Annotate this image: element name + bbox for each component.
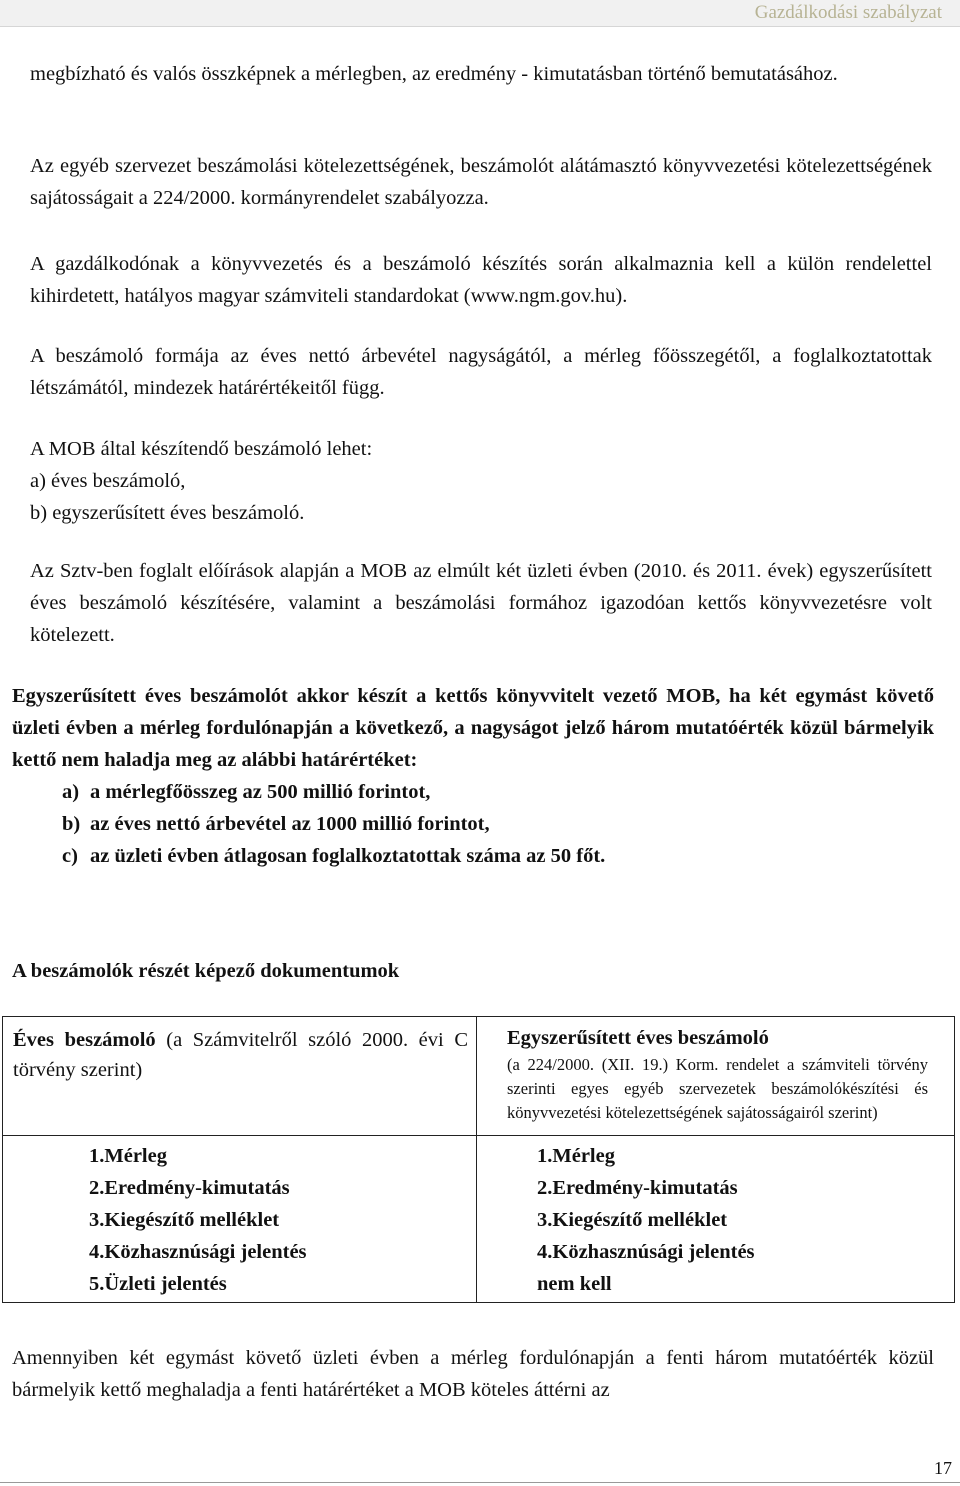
mob-list-item-b: b) egyszerűsített éves beszámoló. xyxy=(30,502,305,524)
mob-list-item-a: a) éves beszámoló, xyxy=(30,470,186,492)
list-item: 3.Kiegészítő melléklet xyxy=(537,1209,728,1231)
list-item: 2.Eredmény-kimutatás xyxy=(89,1177,290,1199)
condition-item-b: b) az éves nettó árbevétel az 1000 millió forintot, xyxy=(62,813,490,835)
list-item: 2.Eredmény-kimutatás xyxy=(537,1177,738,1199)
list-item: nem kell xyxy=(537,1273,612,1295)
list-item: 1.Mérleg xyxy=(537,1145,615,1167)
paragraph-final: Amennyiben két egymást követő üzleti évben a mérleg fordulónapján a fenti három mutatóérték közül bármelyik kettő meghaladja a fenti határértéket a MOB köteles áttérni az xyxy=(12,1347,934,1401)
paragraph-reporting-obligation: Az egyéb szervezet beszámolási kötelezettségének, beszámolót alátámasztó könyvvezetési kötelezettségének sajátosságait a 224/2000. kormányrendelet szabályozza. xyxy=(30,155,932,209)
condition-item-a: a) a mérlegfőösszeg az 500 millió forintot, xyxy=(62,781,431,803)
simplified-report-documents xyxy=(477,1136,955,1303)
list-item: 4.Közhasznúsági jelentés xyxy=(537,1241,755,1263)
paragraph-report-form: A beszámoló formája az éves nettó árbevétel nagyságától, a mérleg főösszegétől, a foglalkoztatottak létszámától, mindezek határértékeitől függ. xyxy=(30,345,932,399)
table-header-row xyxy=(3,1017,955,1136)
table-row xyxy=(3,1136,955,1303)
page-footer-line xyxy=(0,1482,960,1483)
simplified-report-conditions xyxy=(12,680,934,872)
paragraph-intro: megbízható és valós összképnek a mérlegben, az eredmény - kimutatásban történő bemutatásához. xyxy=(30,63,838,85)
documents-table xyxy=(2,1016,955,1303)
list-item: 3.Kiegészítő melléklet xyxy=(89,1209,280,1231)
page-header xyxy=(0,0,960,27)
section-heading: A beszámolók részét képező dokumentumok xyxy=(12,960,400,982)
header-title: Gazdálkodási szabályzat xyxy=(754,2,942,23)
paragraph-accounting-standards: A gazdálkodónak a könyvvezetés és a beszámoló készítés során alkalmaznia kell a külön rendelettel kihirdetett, hatályos magyar számviteli standardokat (www.ngm.gov.hu). xyxy=(30,253,932,307)
list-item: 4.Közhasznúsági jelentés xyxy=(89,1241,307,1263)
conditions-text: Egyszerűsített éves beszámolót akkor készít a kettős könyvvitelt vezető MOB, ha két egymást követő üzleti évben a mérleg fordulónapján a következő, a nagyságot jelző három mutatóérték közül bármelyik kettő nem haladja meg az alábbi határértéket: xyxy=(12,685,934,771)
list-item: 1.Mérleg xyxy=(89,1145,167,1167)
page-number: 17 xyxy=(934,1458,952,1478)
condition-item-c: c) az üzleti évben átlagosan foglalkoztatottak száma az 50 főt. xyxy=(62,845,606,867)
table-header-left: Éves beszámoló (a Számvitelről szóló 2000. évi C törvény szerint) xyxy=(3,1017,477,1136)
simplified-report-title: Egyszerűsített éves beszámoló xyxy=(507,1027,769,1049)
list-item: 5.Üzleti jelentés xyxy=(89,1273,227,1295)
mob-list-intro: A MOB által készítendő beszámoló lehet: xyxy=(30,438,373,460)
table-header-right xyxy=(477,1017,955,1136)
paragraph-sztv: Az Sztv-ben foglalt előírások alapján a MOB az elmúlt két üzleti évben (2010. és 2011. évek) egyszerűsített éves beszámoló készítésére, valamint a beszámolási formához igazodóan kettős könyvvezetésre volt kötelezett. xyxy=(30,560,932,646)
mob-report-list xyxy=(30,433,932,529)
annual-report-documents xyxy=(3,1136,477,1303)
simplified-report-description: (a 224/2000. (XII. 19.) Korm. rendelet a számviteli törvény szerinti egyes egyéb szervezetek beszámolókészítési és könyvvezetési kötelezettségének sajátosságairól szerint) xyxy=(507,1055,928,1122)
